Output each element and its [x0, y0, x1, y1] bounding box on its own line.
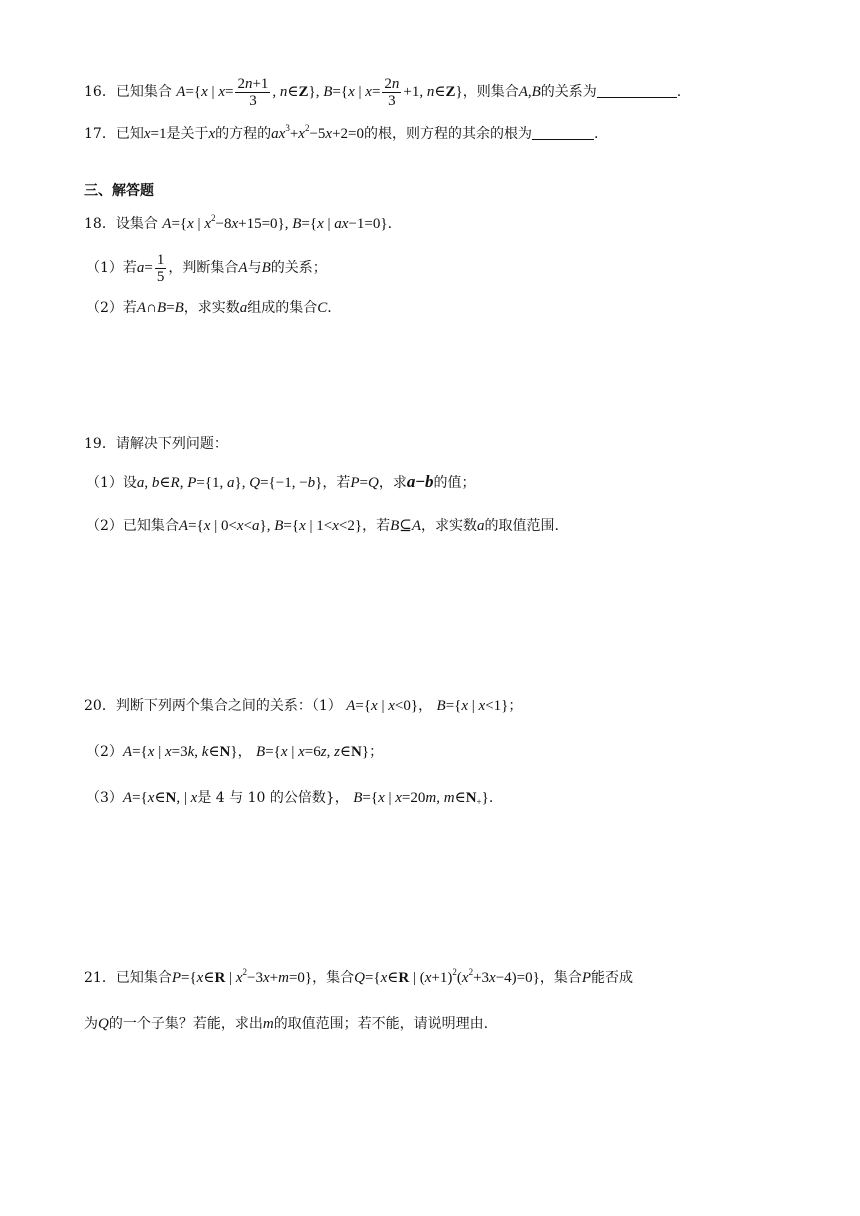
question-text: ，若	[322, 475, 351, 491]
question-number: 16．	[84, 83, 116, 100]
part-label: （3）	[86, 790, 123, 806]
question-text: 请解决下列问题：	[115, 436, 228, 452]
part-label: （1）若	[86, 259, 137, 276]
question-text: 为	[84, 1016, 98, 1032]
question-text: ，求	[378, 475, 407, 491]
question-text: 与	[247, 259, 262, 276]
question-text: ，若	[362, 518, 391, 534]
question-text: 已知	[115, 126, 144, 142]
question-text: 的关系为	[540, 83, 597, 100]
question-19	[84, 434, 228, 454]
question-text: 组成的集合	[247, 300, 318, 316]
set-names: A,B	[518, 83, 541, 100]
question-number: 17．	[84, 126, 116, 142]
question-18-part-1: （1）若a= $\frac{1}{5}$ ，判断集合A与B的关系；	[86, 252, 327, 285]
question-text: 的关系；	[270, 259, 327, 276]
question-20: 20．判断下列两个集合之间的关系：（1） A={x | x<0}， B={x | x<1}；	[84, 698, 523, 714]
set-expression: A={x | x= $\frac{2n+1}{3}$ , n∈Z}, B={x | x= $\frac{2n}{3}$ +1, n∈Z}	[176, 76, 463, 109]
question-text: ，集合	[539, 970, 582, 986]
question-21: 21．已知集合P={x∈R | $x^2-3x+m=0$}，集合Q={x∈R | $(x+1)^2(x^2+3x-4)=0$}，集合P能否成	[84, 967, 633, 986]
question-number: 21．	[84, 970, 116, 986]
question-text: 是关于	[166, 126, 209, 142]
question-18-part-2: （2）若A∩B=B，求实数a组成的集合C.	[86, 300, 332, 316]
part-label: （2）	[86, 744, 123, 760]
equation: $ax^3+x^2-5x+2=0$	[271, 123, 365, 142]
answer-blank[interactable]	[597, 83, 677, 98]
question-text: 判断下列两个集合之间的关系：（1）	[115, 698, 342, 714]
part-label: （1）设	[86, 475, 137, 491]
question-text: ，则集合	[462, 83, 519, 100]
question-number: 18．	[84, 216, 116, 232]
question-text: 的取值范围.	[484, 518, 559, 534]
section-heading: 三、解答题	[84, 183, 154, 199]
question-19-part-1: （1）设a, b∈R, P={1, a}, Q={−1, −b}，若P=Q，求a−b的值；	[86, 472, 476, 491]
question-text: 的一个子集？若能，求出	[108, 1016, 263, 1032]
question-text: 设集合	[115, 216, 158, 232]
question-text: 的取值范围；若不能，请说明理由.	[273, 1016, 489, 1032]
question-20-part-2: （2）A={x | x=3k, k∈N}， B={x | x=6z, z∈N}；	[86, 744, 384, 760]
part-label: （2）若	[86, 300, 137, 316]
question-text: 的根，则方程的其余的根为	[364, 126, 533, 142]
part-label: （2）已知集合	[86, 518, 179, 534]
question-16: 16．已知集合 A={x | x= $\frac{2n+1}{3}$ , n∈Z}, B={x | x= $\frac{2n}{3}$ +1, n∈Z}，则集合A,B的关系为 .	[84, 76, 682, 109]
question-text: ，判断集合	[168, 259, 239, 276]
question-text: 是 4 与 10 的公倍数}，	[197, 790, 349, 806]
question-text: 的方程的	[215, 126, 272, 142]
question-text: 的值；	[433, 475, 476, 491]
question-21-line-2: 为Q的一个子集？若能，求出m的取值范围；若不能，请说明理由.	[84, 1016, 489, 1032]
question-number: 20．	[84, 698, 116, 714]
question-text: 能否成	[591, 970, 633, 986]
question-text: 已知集合	[115, 970, 172, 986]
question-text: 已知集合	[115, 83, 172, 100]
question-17: 17．已知x=1是关于x的方程的$ax^3+x^2-5x+2=0$的根，则方程的其余的根为 .	[84, 123, 599, 142]
question-text: ，集合	[312, 970, 355, 986]
question-number: 19．	[84, 436, 116, 452]
question-19-part-2: （2）已知集合A={x | 0<x<a}, B={x | 1<x<2}，若B⊆A，求实数a的取值范围.	[86, 518, 559, 534]
question-text: ，求实数	[183, 300, 240, 316]
question-18: 18．设集合 A={x | $x^2-8x+15=0$}, B={x | ax−1=0}.	[84, 213, 393, 232]
question-20-part-3: （3）A={x∈N, | x是 4 与 10 的公倍数}， B={x | x=20m, $m\in N_+$}.	[86, 790, 494, 807]
answer-blank[interactable]	[532, 125, 594, 140]
question-text: ，求实数	[421, 518, 477, 534]
set-expression: A={x | $x^2-8x+15=0$}, B={x | ax−1=0}	[162, 213, 388, 232]
